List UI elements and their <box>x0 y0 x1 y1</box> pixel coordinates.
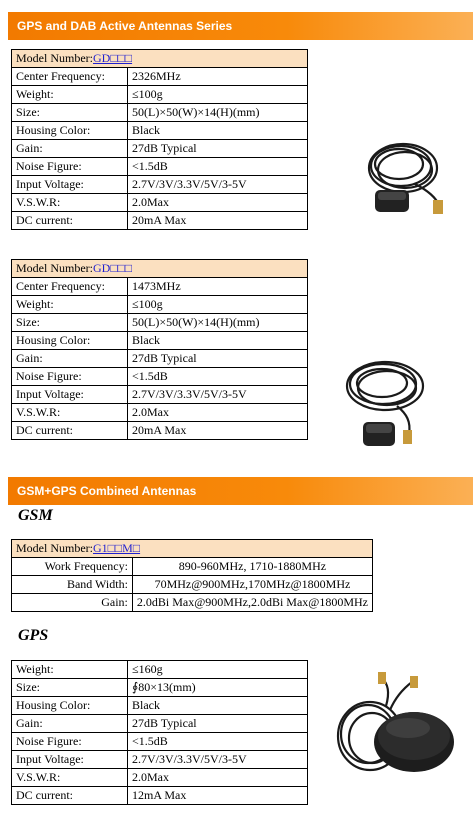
table-header-row <box>12 50 308 68</box>
spec-label: Weight: <box>12 661 128 679</box>
spec-label: Noise Figure: <box>12 733 128 751</box>
table-row <box>12 212 308 230</box>
spec-label: V.S.W.R: <box>12 769 128 787</box>
spec-value: 2.7V/3V/3.3V/5V/3-5V <box>128 386 308 404</box>
spec-table-1473 <box>11 259 308 440</box>
table-row <box>12 558 373 576</box>
spec-label: Weight: <box>12 86 128 104</box>
spec-label: DC current: <box>12 212 128 230</box>
spec-value: 20mA Max <box>128 212 308 230</box>
table-row <box>12 176 308 194</box>
spec-value: 27dB Typical <box>128 715 308 733</box>
spec-label: Center Frequency: <box>12 278 128 296</box>
table-row <box>12 697 308 715</box>
table-row <box>12 278 308 296</box>
spec-value: <1.5dB <box>128 368 308 386</box>
spec-value: 2326MHz <box>128 68 308 86</box>
table-row <box>12 594 373 612</box>
spec-value: ≤100g <box>128 86 308 104</box>
gsm-gps-antenna-photo <box>330 670 460 782</box>
spec-value: 20mA Max <box>128 422 308 440</box>
table-header-row <box>12 260 308 278</box>
model-number-cell <box>12 540 373 558</box>
table-row <box>12 404 308 422</box>
table-row <box>12 769 308 787</box>
spec-value: 2.0dBi Max@900MHz,2.0dBi Max@1800MHz <box>132 594 372 612</box>
spec-label: Housing Color: <box>12 332 128 350</box>
table-row <box>12 751 308 769</box>
spec-label: DC current: <box>12 787 128 805</box>
table-row <box>12 314 308 332</box>
table-row <box>12 86 308 104</box>
spec-value: 2.0Max <box>128 194 308 212</box>
spec-label: Input Voltage: <box>12 386 128 404</box>
spec-label: V.S.W.R: <box>12 404 128 422</box>
spec-label: Input Voltage: <box>12 176 128 194</box>
model-number-cell <box>12 260 308 278</box>
table-row <box>12 679 308 697</box>
spec-value: 1473MHz <box>128 278 308 296</box>
spec-value: Black <box>128 697 308 715</box>
table-row <box>12 296 308 314</box>
spec-label: Band Width: <box>12 576 133 594</box>
table-row <box>12 733 308 751</box>
spec-label: Gain: <box>12 594 133 612</box>
spec-value: Black <box>128 332 308 350</box>
spec-value: 12mA Max <box>128 787 308 805</box>
gsm-heading: GSM <box>18 507 53 524</box>
gps-antenna-photo-2 <box>335 350 440 455</box>
spec-value: 70MHz@900MHz,170MHz@1800MHz <box>132 576 372 594</box>
spec-value: ∮80×13(mm) <box>128 679 308 697</box>
table-row <box>12 368 308 386</box>
table-row <box>12 787 308 805</box>
table-row <box>12 194 308 212</box>
section-banner-gps-dab: GPS and DAB Active Antennas Series <box>8 12 473 40</box>
spec-label: DC current: <box>12 422 128 440</box>
spec-value: 50(L)×50(W)×14(H)(mm) <box>128 104 308 122</box>
gsm-spec-table <box>11 539 373 612</box>
table-row <box>12 68 308 86</box>
gps-spec-table <box>11 660 308 805</box>
spec-label: Size: <box>12 314 128 332</box>
table-row <box>12 715 308 733</box>
gps-heading: GPS <box>18 627 49 644</box>
spec-label: Gain: <box>12 715 128 733</box>
spec-label: Center Frequency: <box>12 68 128 86</box>
spec-value: ≤160g <box>128 661 308 679</box>
table-row <box>12 158 308 176</box>
table-row <box>12 332 308 350</box>
spec-label: Size: <box>12 679 128 697</box>
spec-label: Work Frequency: <box>12 558 133 576</box>
spec-value: 2.7V/3V/3.3V/5V/3-5V <box>128 176 308 194</box>
spec-value: 27dB Typical <box>128 350 308 368</box>
table-row <box>12 104 308 122</box>
spec-label: Housing Color: <box>12 697 128 715</box>
table-row <box>12 661 308 679</box>
table-row <box>12 122 308 140</box>
model-number-label: Model Number: <box>16 261 93 275</box>
spec-label: Input Voltage: <box>12 751 128 769</box>
spec-value: 2.7V/3V/3.3V/5V/3-5V <box>128 751 308 769</box>
model-number-label: Model Number: <box>16 541 93 555</box>
spec-table-2326 <box>11 49 308 230</box>
table-row <box>12 140 308 158</box>
model-number-value: GD□□□ <box>93 261 133 275</box>
spec-label: Gain: <box>12 350 128 368</box>
spec-label: Weight: <box>12 296 128 314</box>
table-row <box>12 422 308 440</box>
spec-value: 50(L)×50(W)×14(H)(mm) <box>128 314 308 332</box>
model-number-label: Model Number: <box>16 51 93 65</box>
spec-label: V.S.W.R: <box>12 194 128 212</box>
table-header-row <box>12 540 373 558</box>
gps-antenna-photo-1 <box>355 128 455 220</box>
spec-value: Black <box>128 122 308 140</box>
spec-label: Housing Color: <box>12 122 128 140</box>
section-banner-gsm-gps: GSM+GPS Combined Antennas <box>8 477 473 505</box>
spec-label: Size: <box>12 104 128 122</box>
table-row <box>12 386 308 404</box>
spec-value: 27dB Typical <box>128 140 308 158</box>
spec-value: <1.5dB <box>128 158 308 176</box>
spec-label: Gain: <box>12 140 128 158</box>
spec-label: Noise Figure: <box>12 158 128 176</box>
spec-value: <1.5dB <box>128 733 308 751</box>
spec-label: Noise Figure: <box>12 368 128 386</box>
model-number-link[interactable]: GD□□□ <box>93 51 133 65</box>
spec-value: ≤100g <box>128 296 308 314</box>
table-row <box>12 350 308 368</box>
spec-value: 2.0Max <box>128 404 308 422</box>
model-number-cell <box>12 50 308 68</box>
table-row <box>12 576 373 594</box>
model-number-link[interactable]: G1□□M□ <box>93 541 141 555</box>
spec-value: 890-960MHz, 1710-1880MHz <box>132 558 372 576</box>
spec-value: 2.0Max <box>128 769 308 787</box>
